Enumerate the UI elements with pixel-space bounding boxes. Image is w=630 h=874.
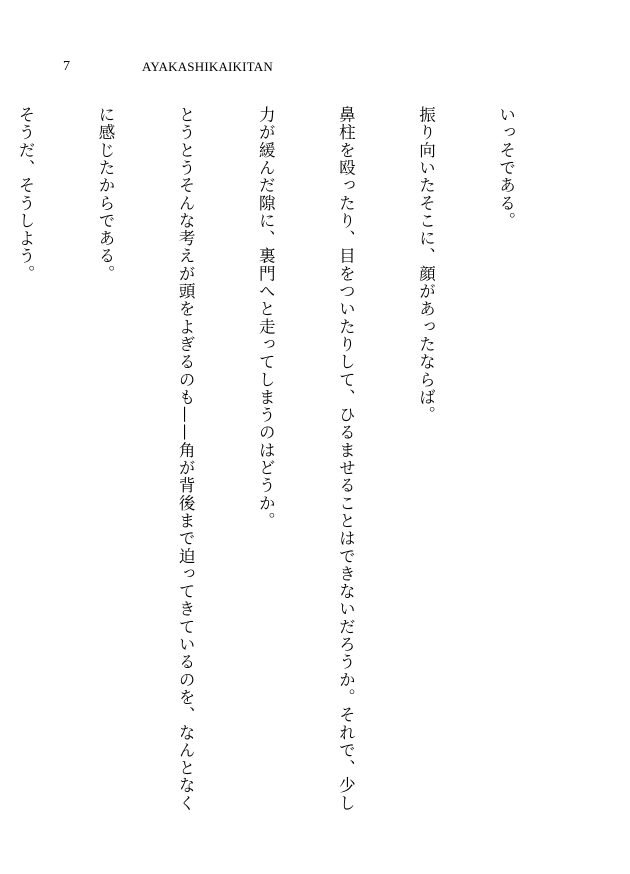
text-line: とうとうそんな考えが頭をよぎるのも——角が背後まで迫ってきているのを、なんとなく (176, 106, 196, 812)
text-line: 鼻柱を殴ったり、目をついたりして、ひるませることはできないだろうか。それで、少し (336, 106, 356, 812)
text-line: 力が緩んだ隙に、裏門へと走ってしまうのはどうか。 (256, 106, 276, 530)
text-line: そうだ、そうしよう。 (15, 106, 35, 283)
page-number: 7 (63, 59, 70, 74)
text-line: に感じたからである。 (96, 106, 116, 283)
running-title: AYAKASHIKAIKITAN (142, 59, 273, 74)
text-line: 振り向いたそこに、顔があったならば。 (416, 106, 436, 424)
text-line: いっそである。 (496, 106, 516, 230)
vertical-text-block (0, 106, 572, 812)
